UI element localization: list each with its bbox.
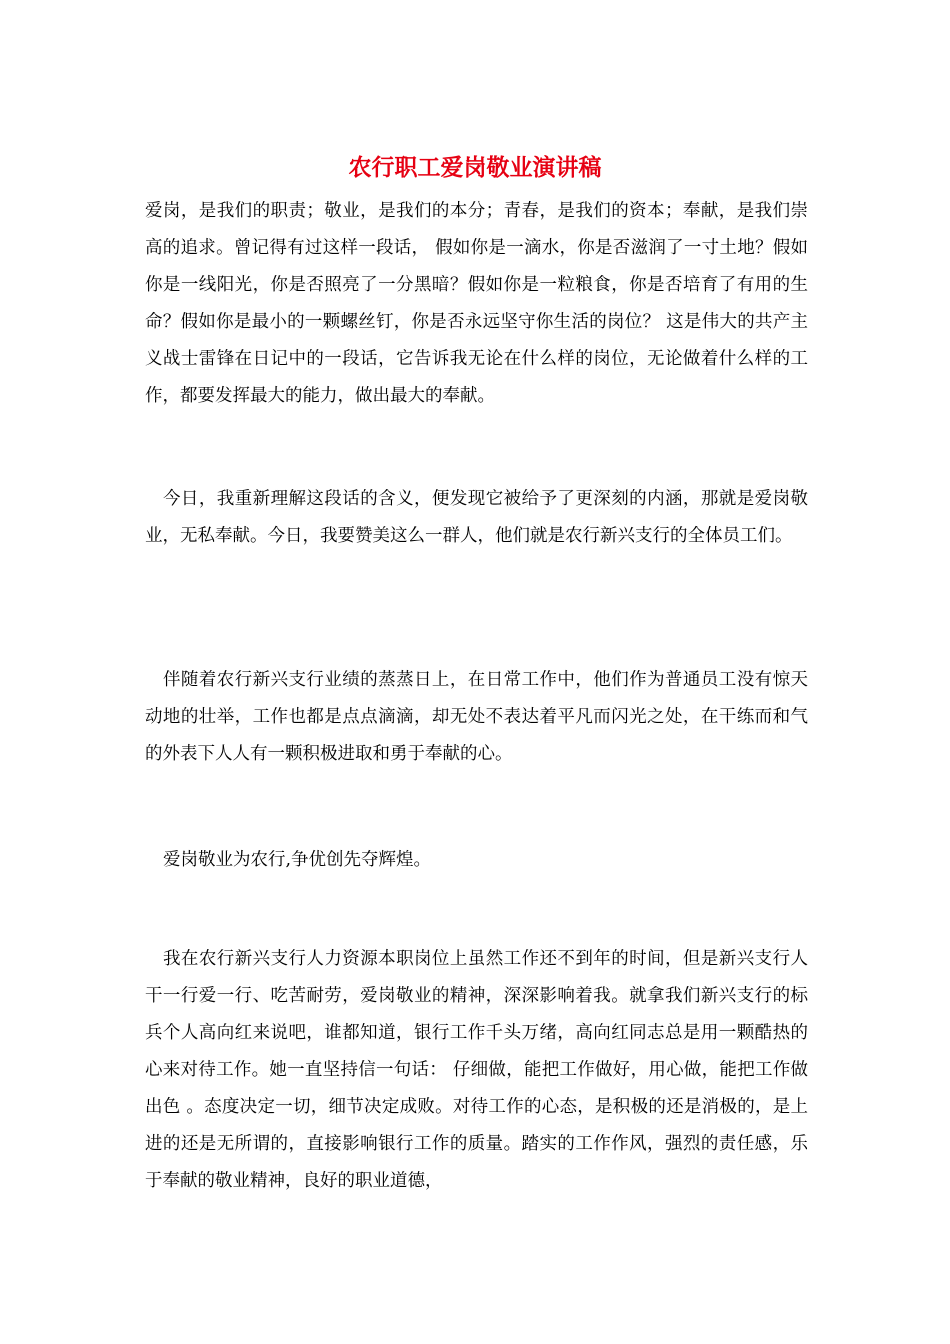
paragraph: 我在农行新兴支行人力资源本职岗位上虽然工作还不到年的时间，但是新兴支行人干一行爱一行、吃苦耐劳，爱岗敬业的精神，深深影响着我。就拿我们新兴支行的标兵个人高向红来说吧，谁都知道，银行工作千头万绪，高向红同志总是用一颗酷热的心来对待工作。她一直坚持信一句话： 仔细做，能把工作做好，用心做，能把工作做出色 。态度决定一切，细节决定成败。对待工作的心态，是积极的还是消极的，是上进的还是无所谓的，直接影响银行工作的质量。踏实的工作作风，强烈的责任感，乐于奉献的敬业精神，良好的职业道德， bbox=[145, 949, 808, 1191]
paragraph: 爱岗敬业为农行,争优创先夺辉煌。 bbox=[163, 850, 432, 870]
paragraph: 今日，我重新理解这段话的含义，便发现它被给予了更深刻的内涵，那就是爱岗敬业，无私奉献。今日，我要赞美这么一群人，他们就是农行新兴支行的全体员工们。 bbox=[145, 489, 808, 546]
paragraph: 伴随着农行新兴支行业绩的蒸蒸日上，在日常工作中，他们作为普通员工没有惊天动地的壮举，工作也都是点点滴滴，却无处不表达着平凡而闪光之处，在干练而和气的外表下人人有一颗积极进取和勇于奉献的心。 bbox=[145, 670, 808, 764]
document-title: 农行职工爱岗敬业演讲稿 bbox=[348, 154, 602, 181]
paragraph: 爱岗，是我们的职责；敬业，是我们的本分；青春，是我们的资本；奉献，是我们崇高的追求。曾记得有过这样一段话， 假如你是一滴水，你是否滋润了一寸土地？假如你是一线阳光，你是否照亮了一分黑暗？假如你是一粒粮食，你是否培育了有用的生命？假如你是最小的一颗螺丝钉，你是否永远坚守你生活的岗位？ 这是伟大的共产主义战士雷锋在日记中的一段话，它告诉我无论在什么样的岗位，无论做着什么样的工作，都要发挥最大的能力，做出最大的奉献。 bbox=[145, 201, 808, 406]
